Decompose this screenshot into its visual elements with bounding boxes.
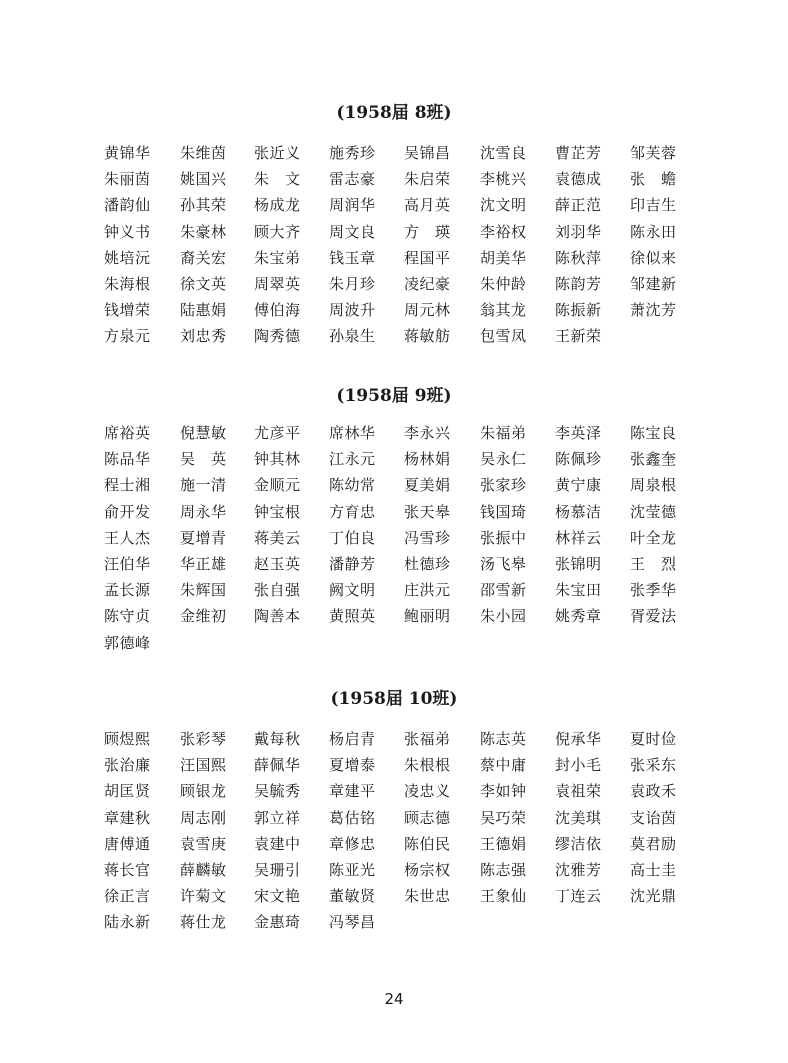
- student-name: 赵玉英: [254, 555, 301, 573]
- student-name: 丁连云: [555, 887, 602, 906]
- student-name: 程士湘: [104, 476, 151, 495]
- student-name: 邵雪新: [480, 581, 527, 600]
- student-name: 顾志德: [404, 808, 451, 827]
- student-name: 董敏贤: [329, 887, 376, 906]
- student-name: 朱世忠: [404, 887, 451, 906]
- student-name: 方泉元: [104, 327, 151, 346]
- student-name: 张采东: [630, 756, 677, 775]
- student-name: 朱海根: [104, 275, 151, 293]
- student-name: 黄照英: [329, 607, 376, 626]
- student-name: 刘羽华: [555, 222, 602, 241]
- class-section-8: [0, 100, 788, 346]
- student-name: 雷志豪: [329, 170, 376, 189]
- student-name: 王人杰: [104, 528, 151, 547]
- student-name: 潘韵仙: [104, 196, 151, 215]
- student-name: 胥爱法: [630, 607, 677, 626]
- student-name: 蒋敏舫: [404, 327, 451, 346]
- student-name: 周永华: [180, 502, 227, 521]
- student-name: 杨慕洁: [555, 502, 602, 521]
- student-name: 薛正范: [555, 196, 602, 215]
- student-name: 朱月珍: [329, 275, 376, 293]
- student-name: 林祥云: [555, 528, 602, 547]
- page-number: 24: [384, 990, 404, 1008]
- student-name: 黄宁康: [555, 476, 602, 495]
- student-name: 江永元: [329, 450, 376, 469]
- student-name: 朱仲龄: [480, 275, 527, 293]
- student-name: 吴毓秀: [254, 782, 301, 801]
- student-name: 程国平: [404, 248, 451, 267]
- student-name: 章建平: [329, 782, 376, 801]
- student-name: 钟其林: [254, 450, 301, 469]
- student-name: 周润华: [329, 196, 376, 215]
- student-name: 钟宝根: [254, 502, 301, 521]
- student-name: 蒋美云: [254, 528, 301, 547]
- student-name: 沈莹德: [630, 502, 677, 521]
- student-name: 夏美娟: [404, 476, 451, 495]
- student-name: 凌纪豪: [404, 275, 451, 293]
- student-name: 倪慧敏: [180, 424, 227, 442]
- student-name: 夏增青: [180, 528, 227, 547]
- student-name: 冯琴昌: [329, 913, 376, 932]
- student-name: 丁伯良: [329, 528, 376, 547]
- student-name: 周翠英: [254, 275, 301, 293]
- student-name: 黄锦华: [104, 144, 151, 162]
- student-name: 薛麟敏: [180, 861, 227, 879]
- student-name: 张天皋: [404, 502, 451, 521]
- student-name: 缪洁依: [555, 834, 602, 853]
- student-name: 莫君励: [630, 834, 677, 853]
- student-name: 席林华: [329, 424, 376, 442]
- student-name: 张家珍: [480, 476, 527, 495]
- student-name: 倪承华: [555, 730, 602, 748]
- student-name: 张季华: [630, 581, 677, 600]
- student-name: 张自强: [254, 581, 301, 600]
- student-name: 陈志英: [480, 730, 527, 748]
- student-name: 姚秀章: [555, 607, 602, 626]
- student-name: 朱丽茵: [104, 170, 151, 189]
- student-name: 章建秋: [104, 808, 151, 827]
- student-name: 钟义书: [104, 222, 151, 241]
- student-name: 陶善本: [254, 607, 301, 626]
- student-name: 施一清: [180, 476, 227, 495]
- student-name: 姚国兴: [180, 170, 227, 189]
- student-name: 潘静芳: [329, 555, 376, 573]
- student-name: 裔关宏: [180, 248, 227, 267]
- student-name: 胡美华: [480, 248, 527, 267]
- student-name: 蒋仕龙: [180, 913, 227, 932]
- student-name: 张 蟾: [630, 170, 677, 189]
- student-name: 吴巧荣: [480, 808, 527, 827]
- student-name: 钱国琦: [480, 502, 527, 521]
- student-name: 周泉根: [630, 476, 677, 495]
- student-name: 钱玉章: [329, 248, 376, 267]
- student-name: 徐正言: [104, 887, 151, 906]
- student-name: 王 烈: [630, 555, 677, 573]
- student-name: 李如钟: [480, 782, 527, 801]
- student-name: 沈光鼎: [630, 887, 677, 906]
- student-name: 袁政禾: [630, 782, 677, 801]
- student-name: 朱宝弟: [254, 248, 301, 267]
- student-name: 袁祖荣: [555, 782, 602, 801]
- student-name: 顾煜熙: [104, 730, 151, 748]
- student-name: 孟长源: [104, 581, 151, 600]
- student-name: 沈雪良: [480, 144, 527, 162]
- student-name: 封小毛: [555, 756, 602, 775]
- student-name: 汤飞皋: [480, 555, 527, 573]
- student-name: 杨成龙: [254, 196, 301, 215]
- student-name: 翁其龙: [480, 301, 527, 320]
- student-name: 庄洪元: [404, 581, 451, 600]
- student-name: 蒋长官: [104, 861, 151, 879]
- class-section-10: [0, 686, 788, 932]
- student-name: 朱辉国: [180, 581, 227, 600]
- student-name: 支诒茵: [630, 808, 677, 827]
- student-name: 孙其荣: [180, 196, 227, 215]
- student-name: 陈宝良: [630, 424, 677, 442]
- student-name: 萧沈芳: [630, 301, 677, 320]
- student-name: 杨林娟: [404, 450, 451, 469]
- student-name: 张治廉: [104, 756, 151, 775]
- student-name: 王新荣: [555, 327, 602, 346]
- student-name: 朱豪林: [180, 222, 227, 241]
- student-name: 章修忠: [329, 834, 376, 853]
- student-name: 叶全龙: [630, 528, 677, 547]
- student-name: 杨宗权: [404, 861, 451, 879]
- student-name: 孙泉生: [329, 327, 376, 346]
- student-name: 陈佩珍: [555, 450, 602, 469]
- student-name: 钱增荣: [104, 301, 151, 320]
- student-name: 葛估铭: [329, 808, 376, 827]
- section-title: (1958届 10班): [330, 689, 458, 709]
- student-name: 李永兴: [404, 424, 451, 442]
- student-name: 陈振新: [555, 301, 602, 320]
- student-name: 席裕英: [104, 424, 151, 442]
- student-name: 周志刚: [180, 808, 227, 827]
- student-name: 杜德珍: [404, 555, 451, 573]
- student-name: 杨启青: [329, 730, 376, 748]
- student-name: 沈文明: [480, 196, 527, 215]
- student-name: 张福弟: [404, 730, 451, 748]
- student-name: 陈亚光: [329, 861, 376, 879]
- student-name: 陈守贞: [104, 607, 151, 626]
- student-name: 曹芷芳: [555, 144, 602, 162]
- student-name: 方育忠: [329, 502, 376, 521]
- student-name: 朱宝田: [555, 581, 602, 600]
- student-name: 傅伯海: [254, 301, 301, 320]
- student-name: 李裕权: [480, 222, 527, 241]
- student-name: 陈永田: [630, 222, 677, 241]
- student-name: 吴珊引: [254, 861, 301, 879]
- student-name: 沈美琪: [555, 808, 602, 827]
- student-name: 王德娟: [480, 834, 527, 853]
- student-name: 姚培沅: [104, 248, 151, 267]
- student-name: 周波升: [329, 301, 376, 320]
- student-name: 顾银龙: [180, 782, 227, 801]
- student-name: 朱 文: [254, 170, 301, 189]
- section-title: (1958届 8班): [336, 103, 452, 123]
- student-name: 徐似来: [630, 248, 677, 267]
- student-name: 周元林: [404, 301, 451, 320]
- student-name: 袁德成: [555, 170, 602, 189]
- student-name: 施秀珍: [329, 144, 376, 162]
- student-name: 朱根根: [404, 756, 451, 775]
- student-name: 薛佩华: [254, 756, 301, 775]
- student-name: 顾大齐: [254, 222, 301, 241]
- student-name: 邹建新: [630, 275, 677, 293]
- student-name: 冯雪珍: [404, 528, 451, 547]
- student-name: 唐傅通: [104, 834, 151, 853]
- student-name: 蔡中庸: [480, 756, 527, 775]
- student-name: 邹芙蓉: [630, 144, 677, 162]
- student-name: 徐文英: [180, 275, 227, 293]
- student-name: 俞开发: [104, 502, 151, 521]
- student-name: 华正雄: [180, 555, 227, 573]
- student-name: 胡匡贤: [104, 782, 151, 801]
- student-name: 高月英: [404, 196, 451, 215]
- student-name: 金顺元: [254, 476, 301, 495]
- student-name: 张锦明: [555, 555, 602, 573]
- student-name: 陆惠娟: [180, 301, 227, 320]
- student-name: 李英泽: [555, 424, 602, 442]
- student-name: 许菊文: [180, 887, 227, 906]
- student-name: 印吉生: [630, 196, 677, 215]
- student-name: 凌忠义: [404, 782, 451, 801]
- student-name: 李桃兴: [480, 170, 527, 189]
- student-name: 高士圭: [630, 861, 677, 879]
- student-name: 袁雪庚: [180, 834, 227, 853]
- student-name: 金惠琦: [254, 913, 301, 932]
- student-name: 夏时俭: [630, 730, 677, 748]
- section-title: (1958届 9班): [336, 386, 452, 406]
- student-name: 张振中: [480, 528, 527, 547]
- student-name: 朱小园: [480, 607, 527, 626]
- student-name: 朱维茵: [180, 144, 227, 162]
- student-name: 张鑫奎: [630, 450, 677, 469]
- student-name: 陈品华: [104, 450, 151, 469]
- student-name: 陈秋萍: [555, 248, 602, 267]
- student-name: 郭立祥: [254, 808, 301, 827]
- student-name: 吴永仁: [480, 450, 527, 469]
- student-name: 吴 英: [180, 450, 227, 469]
- student-name: 朱福弟: [480, 424, 527, 442]
- student-name: 陈志强: [480, 861, 527, 879]
- student-name: 张近义: [254, 144, 301, 162]
- student-name: 张彩琴: [180, 730, 227, 748]
- student-name: 金维初: [180, 607, 227, 626]
- student-name: 包雪凤: [480, 327, 527, 346]
- student-name: 阙文明: [329, 581, 376, 600]
- student-name: 鲍丽明: [404, 607, 451, 626]
- student-name: 陈幼常: [329, 476, 376, 495]
- student-name: 陈伯民: [404, 834, 451, 853]
- student-name: 吴锦昌: [404, 144, 451, 162]
- student-name: 朱启荣: [404, 170, 451, 189]
- student-name: 郭德峰: [104, 633, 151, 652]
- student-name: 袁建中: [254, 834, 301, 853]
- student-name: 陶秀德: [254, 327, 301, 346]
- student-name: 戴每秋: [254, 730, 301, 748]
- student-name: 尤彦平: [254, 424, 301, 442]
- student-name: 汪国熙: [180, 756, 227, 775]
- student-name: 陆永新: [104, 913, 151, 932]
- class-section-9: [0, 383, 788, 652]
- student-name: 陈韵芳: [555, 275, 602, 293]
- student-name: 夏增泰: [329, 756, 376, 775]
- student-name: 宋文艳: [254, 887, 301, 906]
- student-name: 王象仙: [480, 887, 527, 906]
- student-name: 汪伯华: [104, 555, 151, 573]
- student-name: 方 瑛: [404, 222, 451, 241]
- student-name: 刘忠秀: [180, 327, 227, 346]
- student-name: 周文良: [329, 222, 376, 241]
- student-name: 沈雅芳: [555, 861, 602, 879]
